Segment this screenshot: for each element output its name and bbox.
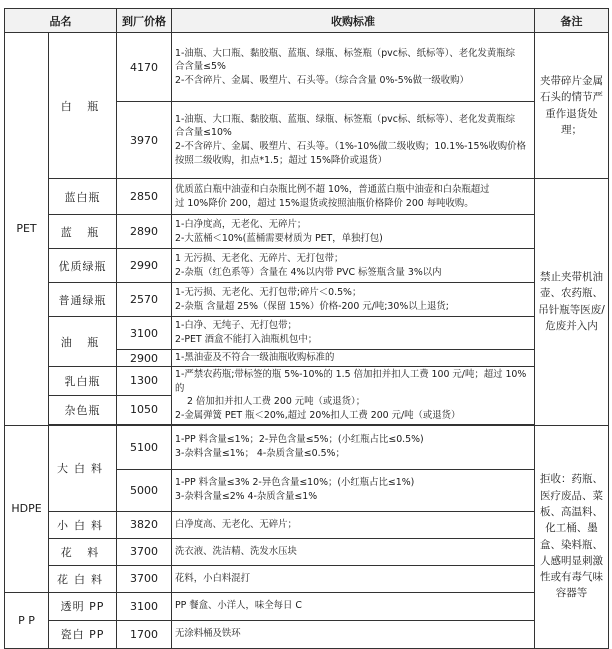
standard-line: 花料，小白料混打 — [175, 572, 251, 584]
standard-big-white-grade1 — [172, 425, 535, 469]
standard-line: 过 10%降价 200，超过 15%退货或按照油瓶价格降价 200 每吨收购。 — [175, 197, 474, 209]
standard-line: 无涂料桶及铁环 — [175, 628, 241, 640]
product-porcelain-pp: 瓷白 PP — [49, 620, 117, 648]
standard-line: PP 餐盒、小洋人，味全每日 C — [175, 600, 302, 612]
product-transparent-pp: 透明 PP — [49, 592, 117, 620]
table-row — [5, 511, 609, 538]
table-row — [5, 425, 609, 469]
product-oil-bottle: 油 瓶 — [49, 317, 117, 367]
standard-transparent-pp — [172, 592, 535, 620]
standard-line: 2 倍加扣并扣人工费 200 元吨（或退货）； — [187, 396, 366, 408]
header-standard: 收购标准 — [172, 9, 535, 33]
price-oil-grade1: 3100 — [117, 317, 172, 350]
standard-line: 2-杂瓶（红色系等）含量在 4%以内带 PVC 标签瓶含量 3%以内 — [175, 266, 442, 278]
table-row — [5, 215, 609, 249]
table-row — [5, 367, 609, 396]
price-white-grade2: 3970 — [117, 102, 172, 179]
product-blue-white-bottle: 蓝白瓶 — [49, 179, 117, 215]
category-pp: P P — [5, 592, 49, 648]
standard-line: 合含量≤5% — [175, 61, 226, 73]
remark-pet-bottom: 禁止夹带机油壶、农药瓶、吊针瓶等医废/危废并入内 — [535, 179, 609, 426]
standard-line: 1-油瓶、大口瓶、黏胶瓶、蓝瓶、绿瓶、标签瓶（pvc标、纸标等）、老化发黄瓶综 — [175, 47, 516, 59]
standard-line: 1-无污损、无老化、无打包带;碎片＜0.5%； — [175, 286, 362, 298]
price-big-white-grade2: 5000 — [117, 469, 172, 511]
standard-blue — [172, 215, 535, 249]
remark-rejected: 拒收：药瓶、医疗废品、菜板、高温料、化工桶、墨盒、染料瓶、人感明显刺激性或有毒气味容器等 — [535, 425, 609, 648]
standard-flower-white — [172, 565, 535, 592]
price-flower: 3700 — [117, 538, 172, 565]
standard-line: 2-PET 酒盒不能打入油瓶机包中； — [175, 334, 318, 345]
standard-line: 2-大蓝桶＜10%(蓝桶需要材质为 PET，单独打包) — [175, 232, 383, 244]
standard-line: 1-PP 料含量≤1%；2-异色含量≤5%；(小红瓶占比≤0.5%) — [175, 434, 424, 446]
standard-line: 1-黑油壶及不符合一级油瓶收购标准的 — [175, 352, 335, 364]
product-quality-green: 优质绿瓶 — [49, 249, 117, 283]
table-row — [5, 283, 609, 317]
table-row — [5, 249, 609, 283]
price-milk-white: 1300 — [117, 367, 172, 396]
remark-pet-top: 夹带碎片金属石头的情节严重作退货处理； — [535, 33, 609, 179]
product-small-white: 小白料 — [49, 511, 117, 538]
price-porcelain-pp: 1700 — [117, 620, 172, 648]
header-price: 到厂价格 — [117, 9, 172, 33]
standard-white-grade2 — [172, 102, 535, 179]
table-row — [5, 179, 609, 215]
product-mixed-color: 杂色瓶 — [49, 395, 117, 424]
standard-line: 3-杂料含量≤2% 4-杂质含量≤1% — [175, 491, 318, 502]
standard-porcelain-pp — [172, 620, 535, 648]
standard-big-white-grade2 — [172, 469, 535, 511]
standard-line: 1-严禁农药瓶;带标签的瓶 5%-10%的 1.5 倍加扣并扣人工费 100 元/吨；超过 10%的 — [175, 369, 527, 394]
product-blue-bottle: 蓝 瓶 — [49, 215, 117, 249]
price-white-grade1: 4170 — [117, 33, 172, 102]
product-big-white: 大白料 — [49, 425, 117, 511]
price-blue: 2890 — [117, 215, 172, 249]
header-remark: 备注 — [535, 9, 609, 33]
category-pet: PET — [5, 33, 49, 426]
standard-line: 1-PP 料含量≤3% 2-异色含量≤10%；(小红瓶占比≤1%) — [175, 477, 415, 489]
table-row — [5, 33, 609, 102]
price-big-white-grade1: 5100 — [117, 425, 172, 469]
product-flower-white: 花白料 — [49, 565, 117, 592]
header-row — [5, 9, 609, 33]
table-row — [5, 317, 609, 350]
standard-line: 2-不含碎片、金属、吸塑片、石头等。（1%-10%做二级收购；10.1%-15%收购价格 — [175, 141, 526, 152]
standard-blue-white — [172, 179, 535, 215]
standard-small-white — [172, 511, 535, 538]
standard-line: 2-金属弹簧 PET 瓶＜20%,超过 20%扣人工费 200 元/吨（或退货） — [175, 409, 461, 421]
standard-line: 合含量≤10% — [175, 127, 232, 139]
header-product: 品名 — [5, 9, 117, 33]
standard-line: 1-白净度高，无老化、无碎片； — [175, 218, 307, 230]
price-quality-green: 2990 — [117, 249, 172, 283]
standard-line: 优质蓝白瓶中油壶和白杂瓶比例不超 10%，普通蓝白瓶中油壶和白杂瓶超过 — [175, 183, 490, 195]
standard-quality-green — [172, 249, 535, 283]
price-small-white: 3820 — [117, 511, 172, 538]
table-row — [5, 620, 609, 648]
table-row — [5, 538, 609, 565]
price-mixed-color: 1050 — [117, 395, 172, 424]
standard-line: 1 无污损、无老化、无碎片、无打包带； — [175, 252, 344, 264]
price-blue-white: 2850 — [117, 179, 172, 215]
standard-line: 洗衣液、洗洁精、洗发水压块 — [175, 545, 297, 557]
purchase-standard-table — [4, 8, 609, 649]
price-oil-grade2: 2900 — [117, 350, 172, 367]
standard-line: 白净度高、无老化、无碎片； — [175, 518, 297, 530]
standard-line: 2-不含碎片、金属、吸塑片、石头等。（综合含量 0%-5%做一级收购） — [175, 74, 469, 86]
table-row — [5, 565, 609, 592]
standard-normal-green — [172, 283, 535, 317]
table-row — [5, 592, 609, 620]
standard-line: 1-白净、无纯子、无打包带； — [175, 320, 297, 332]
product-white-bottle: 白 瓶 — [49, 33, 117, 179]
product-milk-white: 乳白瓶 — [49, 367, 117, 396]
standard-line: 按照二级收购，扣点*1.5；超过 15%降价或退货） — [175, 154, 388, 166]
standard-flower — [172, 538, 535, 565]
standard-line: 3-杂料含量≤1%； 4-杂质含量≤0.5%； — [175, 448, 345, 459]
standard-line: 2-杂瓶 含量超 25%（保留 15%）价格-200 元/吨;30%以上退货; — [175, 300, 449, 312]
standard-oil-grade2 — [172, 350, 535, 367]
category-hdpe: HDPE — [5, 425, 49, 592]
price-flower-white: 3700 — [117, 565, 172, 592]
standard-milk-mixed — [172, 367, 535, 425]
price-normal-green: 2570 — [117, 283, 172, 317]
product-flower: 花 料 — [49, 538, 117, 565]
standard-line: 1-油瓶、大口瓶、黏胶瓶、蓝瓶、绿瓶、标签瓶（pvc标、纸标等）、老化发黄瓶综 — [175, 113, 516, 125]
price-transparent-pp: 3100 — [117, 592, 172, 620]
standard-white-grade1 — [172, 33, 535, 102]
product-normal-green: 普通绿瓶 — [49, 283, 117, 317]
standard-oil-grade1 — [172, 317, 535, 350]
